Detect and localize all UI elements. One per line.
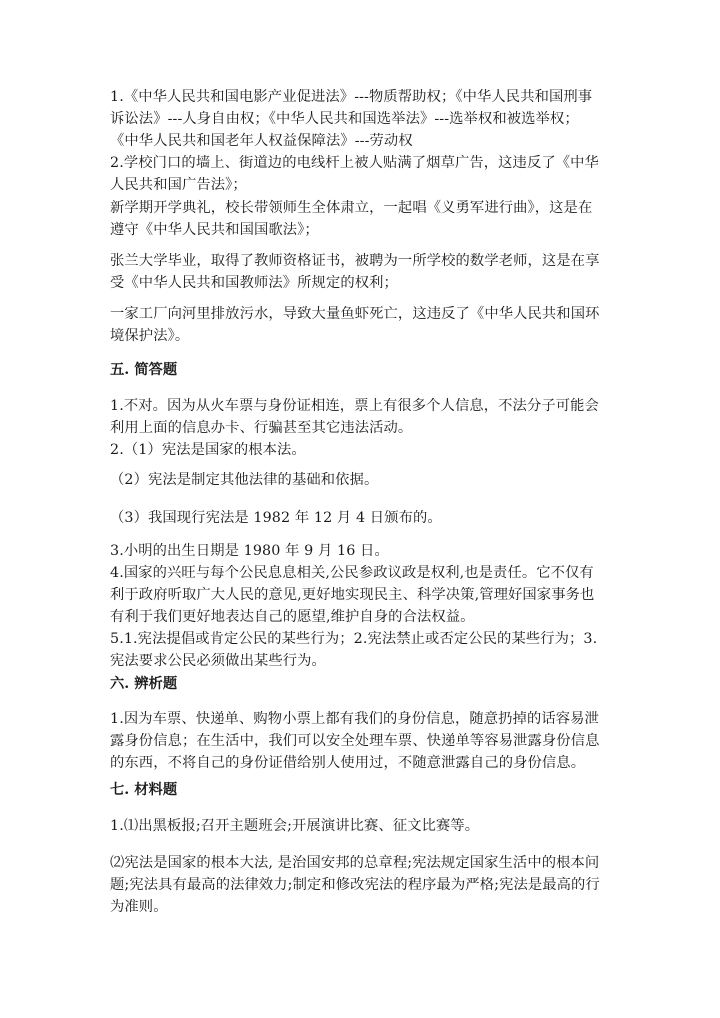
- answer-paragraph-2: [110, 197, 620, 241]
- text-line: 境保护法》。: [110, 328, 190, 344]
- text-line: 诉讼法》---人身自由权；《中华人民共和国选举法》---选举权和被选举权；: [110, 111, 579, 127]
- text-line: 题;宪法具有最高的法律效力;制定和修改宪法的程序最为严格;宪法是最高的行: [110, 877, 600, 893]
- text-line: 2.（1）宪法是国家的根本法。: [110, 442, 306, 458]
- section5-paragraph-1: [110, 395, 620, 461]
- text-line: 受《中华人民共和国教师法》所规定的权利；: [110, 275, 398, 291]
- text-line: 4.国家的兴旺与每个公民息息相关,公民参政议政是权利,也是责任。它不仅有: [110, 565, 594, 581]
- text-line: 为准则。: [110, 899, 168, 915]
- text-line: 1.不对。因为从火车票与身份证相连，票上有很多个人信息，不法分子可能会: [110, 398, 599, 414]
- text-line: 1.因为车票、快递单、购物小票上都有我们的身份信息，随意扔掉的话容易泄: [110, 711, 599, 727]
- answer-paragraph-1: [110, 86, 620, 196]
- section6-paragraph-1: [110, 708, 620, 774]
- text-line: 露身份信息；在生活中，我们可以安全处理车票、快递单等容易泄露身份信息: [110, 733, 600, 749]
- section7-paragraph-2: [110, 852, 620, 918]
- text-line: 人民共和国广告法》；: [110, 177, 247, 193]
- text-line: 张兰大学毕业，取得了教师资格证书，被聘为一所学校的数学老师，这是在享: [110, 253, 600, 269]
- section-title: 七. 材料题: [110, 782, 178, 798]
- text-line: 1.《中华人民共和国电影产业促进法》---物质帮助权；《中华人民共和国刑事: [110, 89, 593, 105]
- text-line: 新学期开学典礼，校长带领师生全体肃立，一起唱《义勇军进行曲》，这是在: [110, 200, 593, 216]
- section-title: 五. 简答题: [110, 362, 178, 378]
- text-line: 1.⑴出黑板报;召开主题班会;开展演讲比赛、征文比赛等。: [110, 818, 480, 834]
- section-title: 六. 辨析题: [110, 676, 178, 692]
- section5-paragraph-2: [110, 469, 620, 491]
- section-heading-5: [110, 359, 620, 381]
- text-line: （2）宪法是制定其他法律的基础和依据。: [110, 472, 379, 488]
- text-line: 5.1.宪法提倡或肯定公民的某些行为；2.宪法禁止或否定公民的某些行为；3.: [110, 631, 598, 647]
- text-line: 2.学校门口的墙上、街道边的电线杆上被人贴满了烟草广告，这违反了《中华: [110, 155, 599, 171]
- text-line: 的东西，不将自己的身份证借给别人使用过，不随意泄露自己的身份信息。: [110, 755, 586, 771]
- section7-paragraph-1: [110, 815, 620, 837]
- section-heading-6: [110, 673, 620, 695]
- text-line: 3.小明的出生日期是 1980 年 9 月 16 日。: [110, 543, 389, 559]
- text-line: 一家工厂向河里排放污水，导致大量鱼虾死亡，这违反了《中华人民共和国环: [110, 306, 600, 322]
- section5-paragraph-3: [110, 507, 620, 529]
- text-line: 《中华人民共和国老年人权益保障法》---劳动权: [110, 133, 413, 149]
- text-line: ⑵宪法是国家的根本大法, 是治国安邦的总章程;宪法规定国家生活中的根本问: [110, 855, 600, 871]
- text-line: 利用上面的信息办卡、行骗甚至其它违法活动。: [110, 420, 413, 436]
- section5-paragraph-4: [110, 540, 620, 672]
- text-line: 宪法要求公民必须做出某些行为。: [110, 653, 326, 669]
- text-line: 遵守《中华人民共和国国歌法》；: [110, 222, 319, 238]
- answer-paragraph-3: [110, 250, 620, 294]
- text-line: （3）我国现行宪法是 1982 年 12 月 4 日颁布的。: [110, 510, 442, 526]
- text-line: 利于政府听取广大人民的意见,更好地实现民主、科学决策,管理好国家事务也: [110, 587, 595, 603]
- section-heading-7: [110, 779, 620, 801]
- answer-paragraph-4: [110, 303, 620, 347]
- text-line: 有利于我们更好地表达自己的愿望,维护自身的合法权益。: [110, 609, 475, 625]
